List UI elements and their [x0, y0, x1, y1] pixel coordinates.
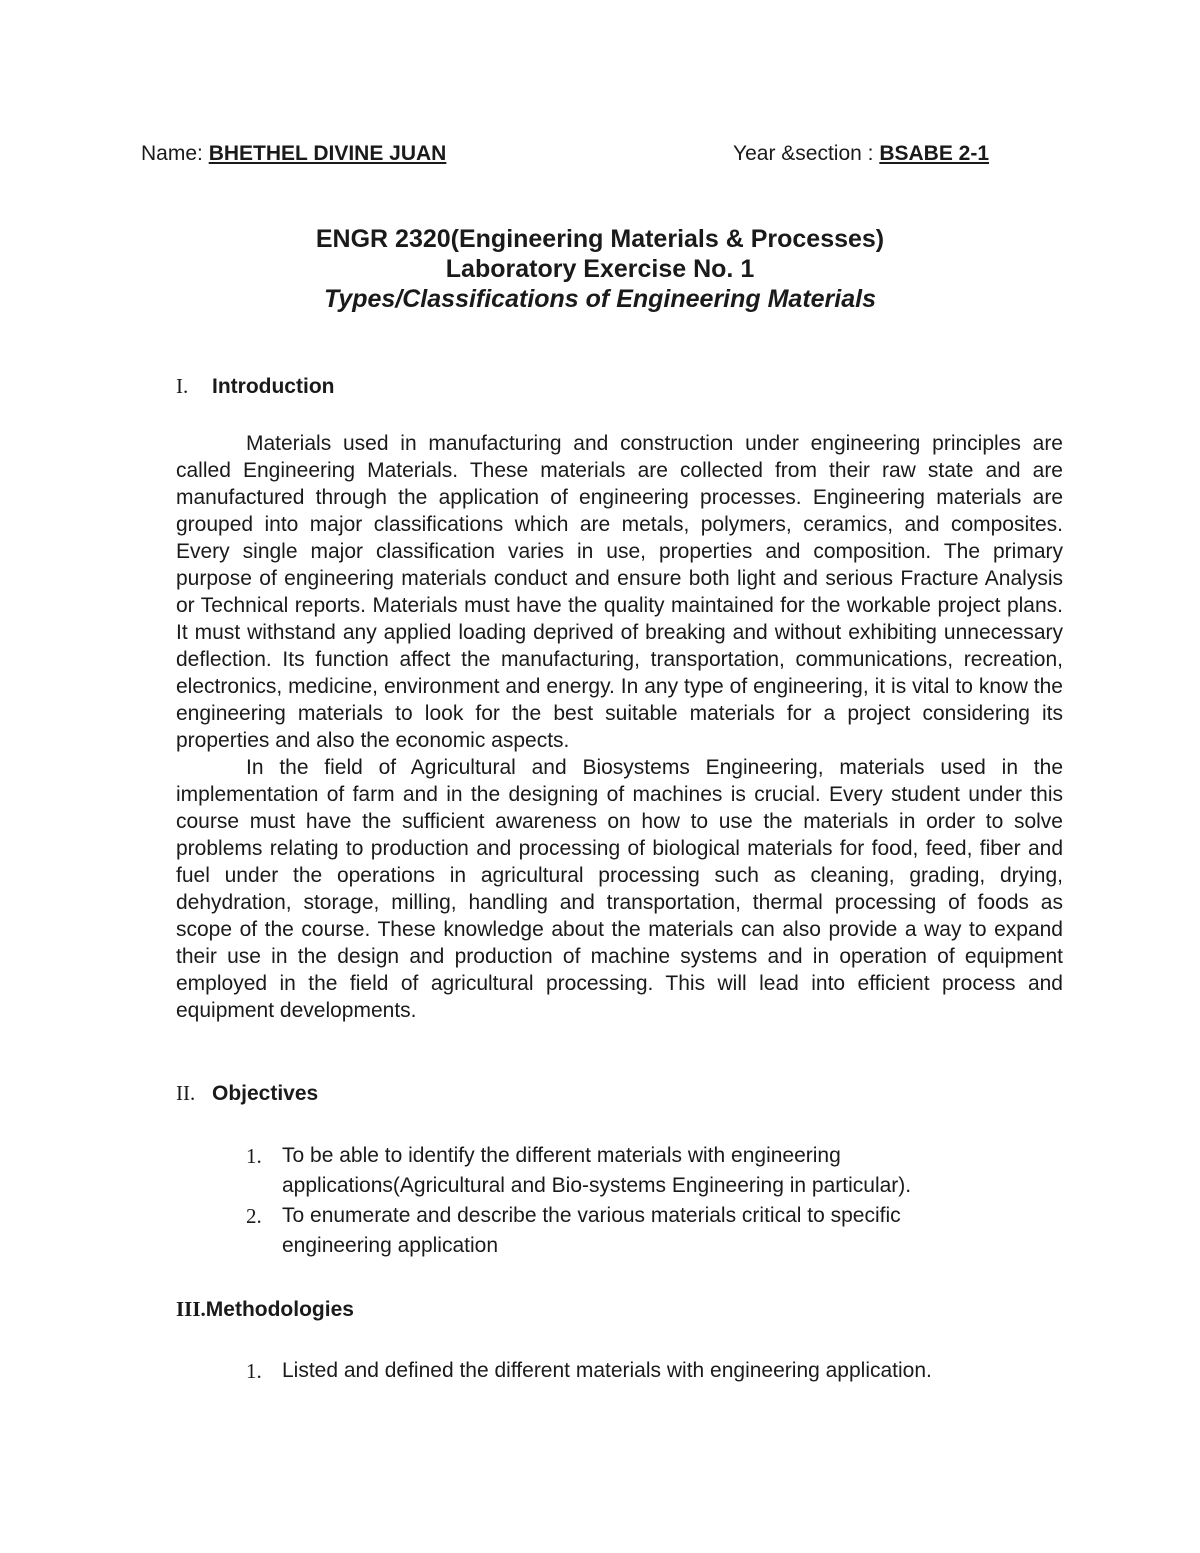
methodologies-list	[176, 1356, 1006, 1386]
section-title: Methodologies	[205, 1298, 354, 1321]
section-label: Year &section :	[733, 142, 874, 165]
item-text: Listed and defined the different materials with engineering application.	[282, 1359, 932, 1382]
objectives-list	[176, 1141, 1006, 1261]
section-number: III.	[176, 1297, 206, 1321]
exercise-subtitle: Types/Classifications of Engineering Materials	[323, 285, 876, 313]
item-text: To be able to identify the different materials with engineering applications(Agricultural and Bio-systems Engineering in particular).	[282, 1144, 912, 1197]
paragraph: Materials used in manufacturing and construction under engineering principles are called Engineering Materials. These materials are collected from their raw state and are manufactured through the application of engineering processes. Engineering materials are grouped into major classifications which are metals, polymers, ceramics, and composites. Every single major classification varies in use, properties and composition. The primary purpose of engineering materials conduct and ensure both light and serious Fracture Analysis or Technical reports. Materials must have the quality maintained for the workable project plans. It must withstand any applied loading deprived of breaking and without exhibiting unnecessary deflection. Its function affect the manufacturing, transportation, communications, recreation, electronics, medicine, environment and energy. In any type of engineering, it is vital to know the engineering materials to look for the best suitable materials for a project considering its properties and also the economic aspects.	[176, 432, 1063, 752]
paragraph: In the field of Agricultural and Biosystems Engineering, materials used in the implementation of farm and in the designing of machines is crucial. Every student under this course must have the sufficient awareness on how to use the materials in order to solve problems relating to production and processing of biological materials for food, feed, fiber and fuel under the operations in agricultural processing such as cleaning, grading, drying, dehydration, storage, milling, handling and transportation, thermal processing of foods as scope of the course. These knowledge about the materials can also provide a way to expand their use in the design and production of machine systems and in operation of equipment employed in the field of agricultural processing. This will lead into efficient process and equipment developments.	[176, 756, 1063, 1022]
list-item	[176, 1356, 1006, 1386]
item-text: To enumerate and describe the various materials critical to specific engineering application	[282, 1204, 901, 1257]
section-title: Introduction	[212, 375, 335, 398]
item-number: 1.	[246, 1359, 262, 1383]
objectives-heading	[176, 1081, 318, 1106]
section-title: Objectives	[212, 1082, 319, 1105]
name-label: Name:	[141, 142, 203, 165]
section-value: BSABE 2-1	[879, 142, 990, 165]
course-title: ENGR 2320(Engineering Materials & Processes)	[315, 225, 885, 253]
introduction-body	[176, 430, 1063, 1024]
list-item	[176, 1201, 1006, 1261]
document-title	[0, 224, 1200, 314]
list-item	[176, 1141, 1006, 1201]
student-header	[141, 142, 1021, 172]
item-number: 2.	[246, 1204, 262, 1228]
item-number: 1.	[246, 1144, 262, 1168]
name-field	[141, 142, 446, 166]
section-number: II.	[176, 1081, 196, 1105]
exercise-title: Laboratory Exercise No. 1	[445, 255, 755, 283]
section-field	[733, 142, 989, 166]
introduction-heading	[176, 374, 334, 399]
section-number: I.	[176, 374, 189, 398]
methodologies-heading	[176, 1297, 354, 1322]
name-value: BHETHEL DIVINE JUAN	[208, 142, 447, 165]
